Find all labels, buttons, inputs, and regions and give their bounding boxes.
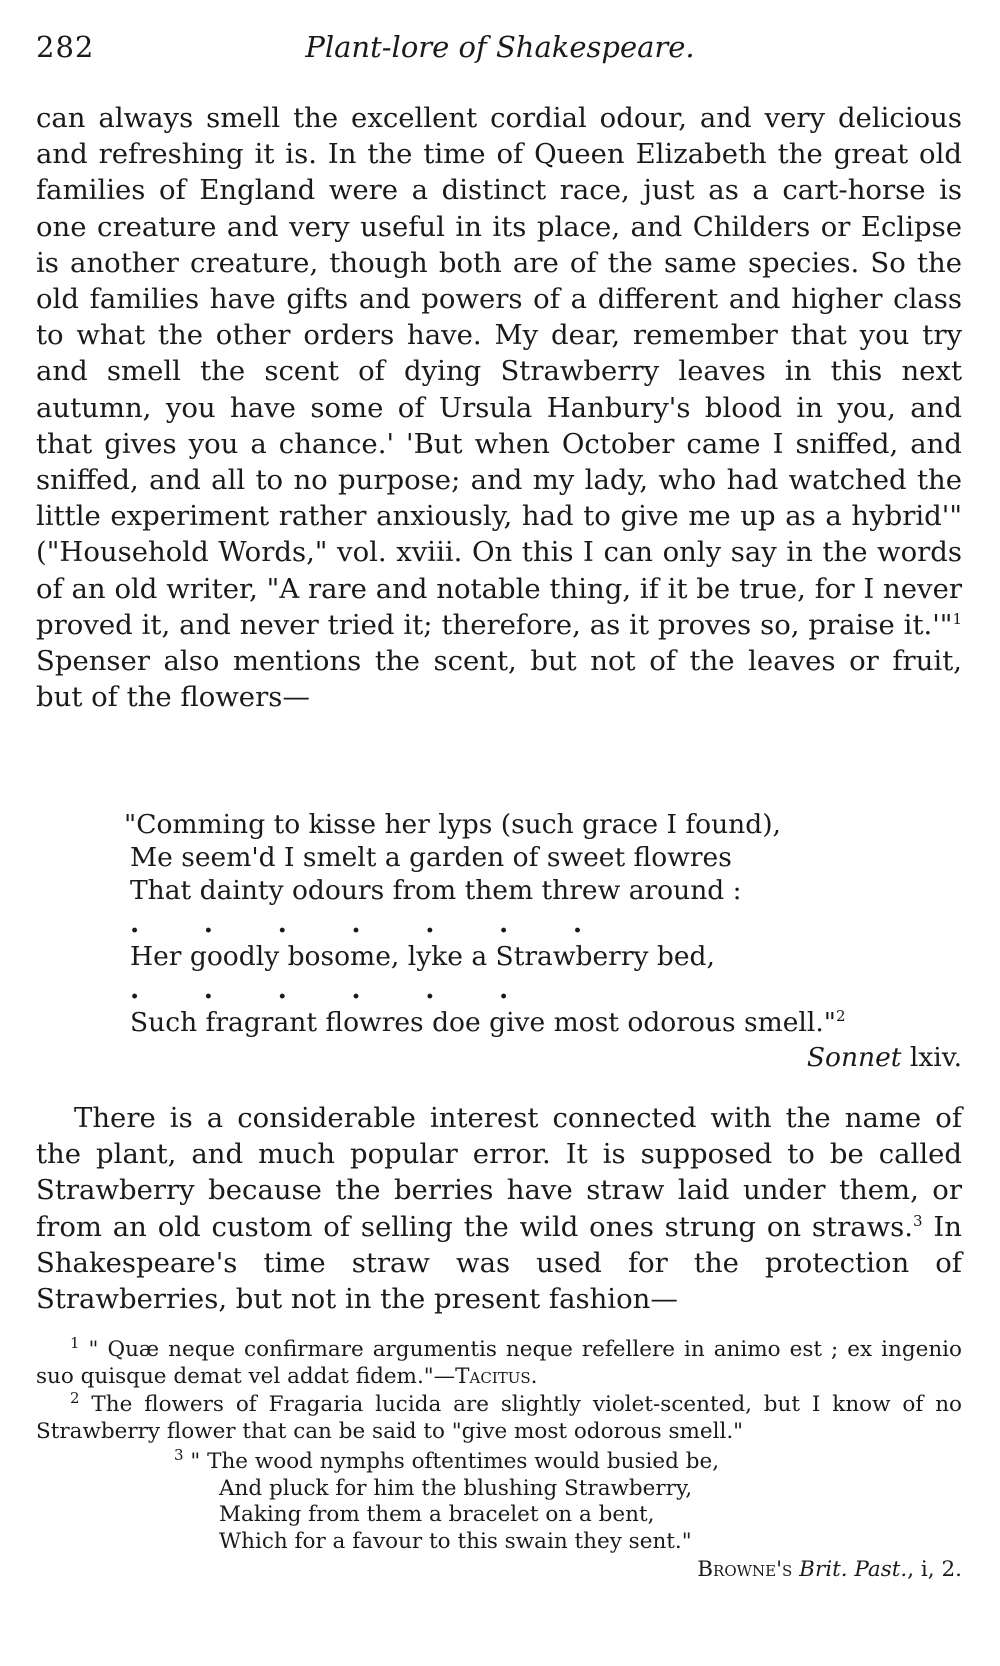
footnote-3-line-4: Which for a favour to this swain they sent." <box>219 1528 692 1554</box>
footnote-2 <box>36 1388 962 1445</box>
footnote-3-line-1 <box>36 1445 962 1476</box>
footnote-1-mark: 1 <box>70 1333 80 1352</box>
footnote-1-text: " Quæ neque confirmare argumentis neque refellere in animo est ; ex ingenio suo quisque demat vel addat fidem."— <box>36 1337 962 1389</box>
verse-ellipsis-2: . . . . . . <box>130 974 509 1005</box>
page-number: 282 <box>36 30 95 64</box>
verse-line-2: Me seem'd I smelt a garden of sweet flowres <box>130 842 732 873</box>
verse-line-4: Her goodly bosome, lyke a Strawberry bed, <box>130 941 715 972</box>
paragraph-2-continued: In Shakespeare's time straw was used for the protection of Strawberries, but not in the present fashion— <box>36 1210 963 1316</box>
verse-ellipsis-1: . . . . . . . <box>130 908 583 939</box>
body-paragraph-2 <box>36 1100 962 1317</box>
paragraph-1-continued: Spenser also mentions the scent, but not of the leaves or fruit, but of the flowers— <box>36 645 962 714</box>
footnote-ref-3: 3 <box>913 1211 923 1230</box>
footnote-1-author: Tacitus. <box>455 1363 538 1389</box>
body-paragraph-1 <box>36 100 962 715</box>
paragraph-1-text: can always smell the excellent cordial odour, and very delicious and refreshing it is. In the time of Queen Elizabeth the great old families of England were a distinct race, just as a cart-horse is one creature and very useful in its place, and Childers or Eclipse is another creature, though both are of the same species. So the old families have gifts and powers of a different and higher class to what the other orders have. My dear, remember that you try and smell the scent of dying Strawberry leaves in this next autumn, you have some of Ursula Hanbury's blood in you, and that gives you a chance.' 'But when October came I sniffed, and sniffed, and all to no purpose; and my lady, who had watched the little experiment rather anxiously, had to give me up as a hybrid'" ("Household Words," vol. xviii. On this I can only say in the words of an old writer, "A rare and notable thing, if it be true, for I never proved it, and never tried it; therefore, as it proves so, praise it.'" <box>36 102 962 641</box>
footnote-3-author: Browne's <box>697 1557 793 1582</box>
footnote-3 <box>36 1445 962 1584</box>
footnote-3-attribution <box>36 1557 962 1584</box>
verse-attribution <box>36 1041 962 1074</box>
footnote-3-line-3: Making from them a bracelet on a bent, <box>219 1502 655 1527</box>
footnote-3-location: , i, 2. <box>907 1557 962 1582</box>
paragraph-2-text: There is a considerable interest connected with the name of the plant, and much popular error. It is supposed to be called Strawberry because the berries have straw laid under them, or from an old custom of selling the wild ones strung on straws. <box>36 1102 962 1243</box>
footnote-ref-2: 2 <box>835 1007 846 1026</box>
page-header <box>36 30 964 74</box>
verse-line-5 <box>36 1006 962 1039</box>
running-title: Plant-lore of Shakespeare. <box>305 30 695 64</box>
verse-line-1: "Comming to kisse her lyps (such grace I found), <box>124 809 781 840</box>
attribution-work: Sonnet <box>806 1042 902 1073</box>
quoted-verse <box>36 808 962 1074</box>
footnote-1 <box>36 1333 962 1390</box>
attribution-number: lxiv. <box>901 1042 962 1073</box>
footnote-3-line-2: And pluck for him the blushing Strawberry, <box>219 1475 693 1501</box>
footnote-2-mark: 2 <box>70 1388 80 1407</box>
footnote-3-line-1-text: " The wood nymphs oftentimes would busied be, <box>183 1449 720 1474</box>
verse-line-3: That dainty odours from them threw around : <box>130 875 742 906</box>
footnotes <box>36 1333 962 1584</box>
footnote-3-mark: 3 <box>174 1445 184 1464</box>
verse-line-5-text: Such fragrant flowres doe give most odorous smell." <box>130 1007 836 1038</box>
footnote-3-work: Brit. Past. <box>799 1557 908 1582</box>
footnote-2-text: The flowers of Fragaria lucida are slightly violet-scented, but I know of no Strawberry flower that can be said to "give most odorous smell." <box>36 1392 962 1444</box>
footnote-ref-1: 1 <box>952 609 962 628</box>
